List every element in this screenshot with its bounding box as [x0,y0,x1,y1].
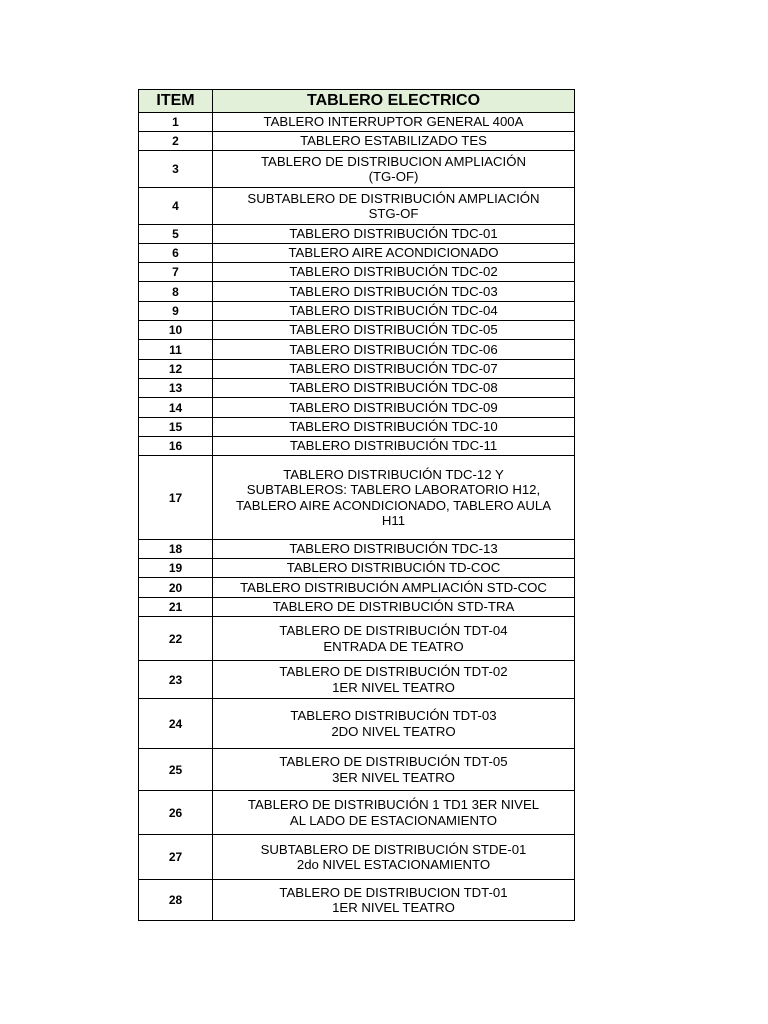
panel-name-cell: TABLERO DISTRIBUCIÓN TDC-12 Y SUBTABLEROS: TABLERO LABORATORIO H12, TABLERO AIRE ACONDICIONADO, TABLERO AULA H11 [213,456,575,540]
item-number-cell: 11 [139,340,213,360]
panel-name-cell: TABLERO DISTRIBUCIÓN TDC-02 [213,263,575,282]
panel-name-cell: TABLERO DISTRIBUCIÓN TDC-07 [213,360,575,379]
table-row [139,263,575,282]
table-row [139,360,575,379]
panel-name-cell: TABLERO DE DISTRIBUCIÓN TDT-02 1ER NIVEL TEATRO [213,661,575,699]
panel-name-cell: TABLERO DISTRIBUCIÓN TDC-13 [213,540,575,559]
table-row [139,559,575,578]
column-header-tablero: TABLERO ELECTRICO [213,90,575,113]
table-row [139,398,575,418]
item-number-cell: 20 [139,578,213,598]
table-row [139,282,575,302]
panel-name-cell: TABLERO AIRE ACONDICIONADO [213,244,575,263]
item-number-cell: 19 [139,559,213,578]
item-number-cell: 25 [139,749,213,791]
item-number-cell: 12 [139,360,213,379]
table-row [139,598,575,617]
table-row [139,749,575,791]
item-number-cell: 17 [139,456,213,540]
table-row [139,340,575,360]
panel-name-cell: TABLERO DE DISTRIBUCION AMPLIACIÓN (TG-OF) [213,151,575,188]
item-number-cell: 22 [139,617,213,661]
panel-name-cell: TABLERO DISTRIBUCIÓN TD-COC [213,559,575,578]
item-number-cell: 2 [139,132,213,151]
panel-name-cell: TABLERO DE DISTRIBUCIÓN TDT-04 ENTRADA DE TEATRO [213,617,575,661]
panel-name-cell: TABLERO DE DISTRIBUCIÓN STD-TRA [213,598,575,617]
table-body [139,113,575,921]
item-number-cell: 23 [139,661,213,699]
item-number-cell: 16 [139,437,213,456]
table-row [139,661,575,699]
table-header-row [139,90,575,113]
item-number-cell: 27 [139,835,213,880]
item-number-cell: 8 [139,282,213,302]
panel-name-cell: TABLERO ESTABILIZADO TES [213,132,575,151]
table-row [139,835,575,880]
item-number-cell: 5 [139,225,213,244]
table-row [139,151,575,188]
panel-name-cell: SUBTABLERO DE DISTRIBUCIÓN STDE-01 2do NIVEL ESTACIONAMIENTO [213,835,575,880]
table-row [139,456,575,540]
item-number-cell: 14 [139,398,213,418]
item-number-cell: 1 [139,113,213,132]
table-row [139,379,575,398]
table-row [139,791,575,835]
panel-name-cell: TABLERO DISTRIBUCIÓN TDC-01 [213,225,575,244]
table-row [139,321,575,340]
table-row [139,617,575,661]
table-row [139,225,575,244]
table-row [139,437,575,456]
panel-name-cell: TABLERO DISTRIBUCIÓN TDC-10 [213,418,575,437]
item-number-cell: 26 [139,791,213,835]
item-number-cell: 18 [139,540,213,559]
item-number-cell: 10 [139,321,213,340]
panel-name-cell: TABLERO DISTRIBUCIÓN TDC-08 [213,379,575,398]
item-number-cell: 3 [139,151,213,188]
table-row [139,540,575,559]
table-row [139,113,575,132]
panel-name-cell: TABLERO DISTRIBUCIÓN TDT-03 2DO NIVEL TEATRO [213,699,575,749]
panel-name-cell: SUBTABLERO DE DISTRIBUCIÓN AMPLIACIÓN STG-OF [213,188,575,225]
item-number-cell: 15 [139,418,213,437]
panel-name-cell: TABLERO DE DISTRIBUCIÓN TDT-05 3ER NIVEL TEATRO [213,749,575,791]
panel-name-cell: TABLERO DISTRIBUCIÓN AMPLIACIÓN STD-COC [213,578,575,598]
item-number-cell: 4 [139,188,213,225]
table-row [139,188,575,225]
table-row [139,302,575,321]
item-number-cell: 9 [139,302,213,321]
panel-name-cell: TABLERO DISTRIBUCIÓN TDC-03 [213,282,575,302]
item-number-cell: 7 [139,263,213,282]
item-number-cell: 6 [139,244,213,263]
item-number-cell: 13 [139,379,213,398]
item-number-cell: 28 [139,880,213,921]
item-number-cell: 24 [139,699,213,749]
panel-name-cell: TABLERO DISTRIBUCIÓN TDC-04 [213,302,575,321]
panel-name-cell: TABLERO DISTRIBUCIÓN TDC-05 [213,321,575,340]
panel-name-cell: TABLERO DISTRIBUCIÓN TDC-09 [213,398,575,418]
table-row [139,699,575,749]
panel-name-cell: TABLERO DISTRIBUCIÓN TDC-11 [213,437,575,456]
panel-name-cell: TABLERO DISTRIBUCIÓN TDC-06 [213,340,575,360]
table-row [139,578,575,598]
panel-name-cell: TABLERO DE DISTRIBUCIÓN 1 TD1 3ER NIVEL AL LADO DE ESTACIONAMIENTO [213,791,575,835]
electrical-panels-table [138,89,575,921]
column-header-item: ITEM [139,90,213,113]
item-number-cell: 21 [139,598,213,617]
panel-name-cell: TABLERO INTERRUPTOR GENERAL 400A [213,113,575,132]
table-row [139,244,575,263]
table-row [139,880,575,921]
table-row [139,418,575,437]
table-row [139,132,575,151]
panel-name-cell: TABLERO DE DISTRIBUCION TDT-01 1ER NIVEL TEATRO [213,880,575,921]
